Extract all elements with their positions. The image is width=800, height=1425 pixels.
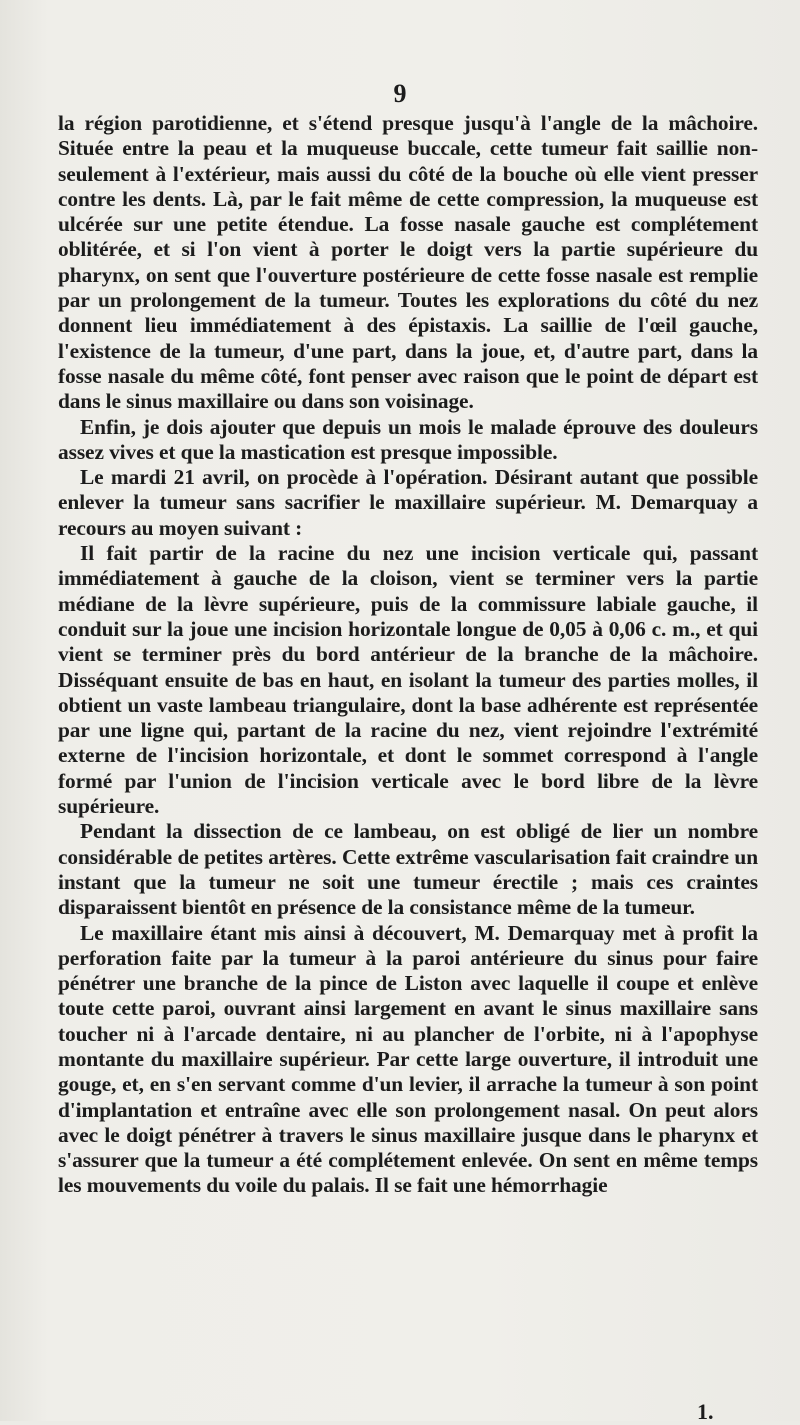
paragraph: Pendant la dissection de ce lambeau, on est obligé de lier un nombre considérable de petites artères. Cette extrême vascularisation fait craindre un instant que la tumeur ne soit une tumeur érectile ; mais ces craintes disparaissent bientôt en présence de la consistance même de la tumeur. — [58, 819, 758, 920]
page-number: 9 — [393, 79, 407, 108]
signature-mark: 1. — [697, 1399, 714, 1424]
paragraph: Le mardi 21 avril, on procède à l'opération. Désirant autant que possible enlever la tumeur sans sacrifier le maxillaire supérieur. M. Demarquay a recours au moyen suivant : — [58, 465, 758, 540]
paragraph: Enfin, je dois ajouter que depuis un mois le malade éprouve des douleurs assez vives et que la mastication est presque impossible. — [58, 414, 758, 464]
body-text — [58, 111, 758, 1199]
paragraph: la région parotidienne, et s'étend presque jusqu'à l'angle de la mâchoire. Située entre la peau et la muqueuse buccale, cette tumeur fait saillie non-seulement à l'extérieur, mais aussi du côté de la bouche où elle vient presser contre les dents. Là, par le fait même de cette compression, la muqueuse est ulcérée sur une petite étendue. La fosse nasale gauche est complétement oblitérée, et si l'on vient à porter le doigt vers la partie supérieure du pharynx, on sent que l'ouverture postérieure de cette fosse nasale est remplie par un prolongement de la tumeur. Toutes les explorations du côté du nez donnent lieu immédiatement à des épistaxis. La saillie de l'œil gauche, l'existence de la tumeur, d'une part, dans la joue, et, d'autre part, dans la fosse nasale du même côté, font penser avec raison que le point de départ est dans le sinus maxillaire ou dans son voisinage. — [58, 111, 758, 414]
paragraph: Le maxillaire étant mis ainsi à découvert, M. Demarquay met à profit la perforation faite par la tumeur à la paroi antérieure du sinus pour faire pénétrer une branche de la pince de Liston avec laquelle il coupe et enlève toute cette paroi, ouvrant ainsi largement en avant le sinus maxillaire sans toucher ni à l'arcade dentaire, ni au plancher de l'orbite, ni à l'apophyse montante du maxillaire supérieur. Par cette large ouverture, il introduit une gouge, et, en s'en servant comme d'un levier, il arrache la tumeur à son point d'implantation et entraîne avec elle son prolongement nasal. On peut alors avec le doigt pénétrer à travers le sinus maxillaire jusque dans le pharynx et s'assurer que la tumeur a été complétement enlevée. On sent en même temps les mouvements du voile du palais. Il se fait une hémorrhagie — [58, 920, 758, 1198]
paragraph: Il fait partir de la racine du nez une incision verticale qui, passant immédiatement à gauche de la cloison, vient se terminer vers la partie médiane de la lèvre supérieure, puis de la commissure labiale gauche, il conduit sur la joue une incision horizontale longue de 0,05 à 0,06 c. m., et qui vient se terminer près du bord antérieur de la branche de la mâchoire. Disséquant ensuite de bas en haut, en isolant la tumeur des parties molles, il obtient un vaste lambeau triangulaire, dont la base adhérente est représentée par une ligne qui, partant de la racine du nez, vient rejoindre l'extrémité externe de l'incision horizontale, et dont le sommet correspond à l'angle formé par l'union de l'incision verticale avec le bord libre de la lèvre supérieure. — [58, 541, 758, 819]
